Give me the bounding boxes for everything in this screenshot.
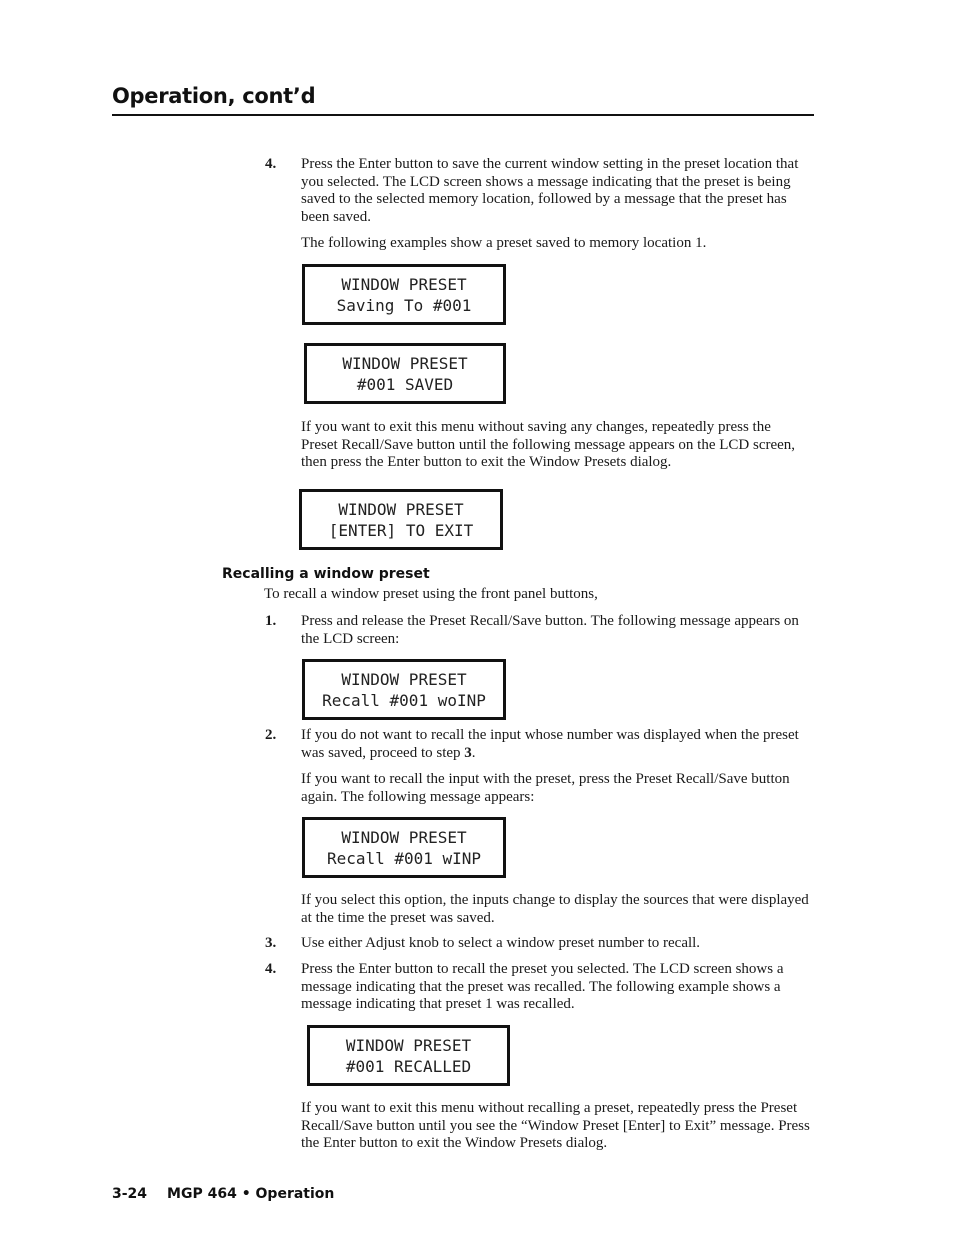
section-intro: To recall a window preset using the front panel buttons, bbox=[264, 586, 598, 602]
lcd-line: #001 SAVED bbox=[356, 374, 454, 394]
step-number: 2. bbox=[265, 727, 277, 743]
lcd-line: Saving To #001 bbox=[336, 295, 472, 315]
step2-note: If you want to recall the input with the preset, press the Preset Recall/Save button again. The following message appears: bbox=[301, 771, 790, 805]
lcd-line: Recall #001 wINP bbox=[326, 848, 482, 868]
step-text: Use either Adjust knob to select a window preset number to recall. bbox=[301, 935, 701, 951]
step-text: Press the Enter button to recall the preset you selected. The LCD screen shows a message indicating that the preset was recalled. The following example shows a message indicating that preset 1 was recalled. bbox=[301, 961, 784, 1013]
step-number: 4. bbox=[265, 156, 277, 172]
step-text: Press the Enter button to save the current window setting in the preset location that you selected. The LCD screen shows a message indicating that the preset is being saved to the selected memory location, followed by a message that the preset has been saved. bbox=[301, 156, 799, 226]
page-title: Operation, cont’d bbox=[112, 84, 316, 108]
step-text: Press and release the Preset Recall/Save button. The following message appears on the LCD screen: bbox=[301, 613, 799, 647]
lcd-line: WINDOW PRESET bbox=[342, 353, 468, 373]
lcd-line: WINDOW PRESET bbox=[341, 669, 467, 689]
footer-doc-title: MGP 464 • Operation bbox=[167, 1186, 335, 1202]
step-number: 4. bbox=[265, 961, 277, 977]
lcd-display-enter-exit bbox=[299, 489, 503, 550]
step-text: If you do not want to recall the input whose number was displayed when the preset was saved, proceed to step 3. bbox=[301, 727, 799, 761]
lcd-display-recall-with-input bbox=[302, 817, 506, 878]
lcd-line: [ENTER] TO EXIT bbox=[328, 520, 474, 540]
lcd-line: WINDOW PRESET bbox=[338, 499, 464, 519]
exit-note: If you want to exit this menu without saving any changes, repeatedly press the Preset Recall/Save button until the following message appears on the LCD screen, then press the Enter button to exit the Window Presets dialog. bbox=[301, 419, 796, 471]
lcd-line: WINDOW PRESET bbox=[345, 1035, 472, 1055]
lcd-display-recalled bbox=[307, 1025, 510, 1086]
exit-note: If you want to exit this menu without recalling a preset, repeatedly press the Preset Recall/Save button until you see the “Window Preset [Enter] to Exit” message. Press the Enter button to exit the Window Presets dialog. bbox=[301, 1100, 810, 1152]
page-footer bbox=[112, 1186, 334, 1202]
header-rule bbox=[112, 114, 814, 116]
step-reference: 3 bbox=[464, 744, 472, 761]
lcd-line: #001 RECALLED bbox=[345, 1056, 472, 1076]
select-note: If you select this option, the inputs change to display the sources that were displayed at the time the preset was saved. bbox=[301, 892, 809, 926]
page-number: 3-24 bbox=[112, 1186, 148, 1202]
lcd-display-saved bbox=[304, 343, 506, 404]
lcd-line: WINDOW PRESET bbox=[341, 827, 467, 847]
step-number: 1. bbox=[265, 613, 277, 629]
lcd-line: Recall #001 woINP bbox=[322, 690, 486, 710]
examples-note: The following examples show a preset saved to memory location 1. bbox=[301, 235, 707, 251]
lcd-line: WINDOW PRESET bbox=[341, 274, 467, 294]
section-heading: Recalling a window preset bbox=[222, 566, 430, 582]
lcd-display-saving bbox=[302, 264, 506, 325]
step-number: 3. bbox=[265, 935, 277, 951]
lcd-display-recall-without-input bbox=[302, 659, 506, 720]
